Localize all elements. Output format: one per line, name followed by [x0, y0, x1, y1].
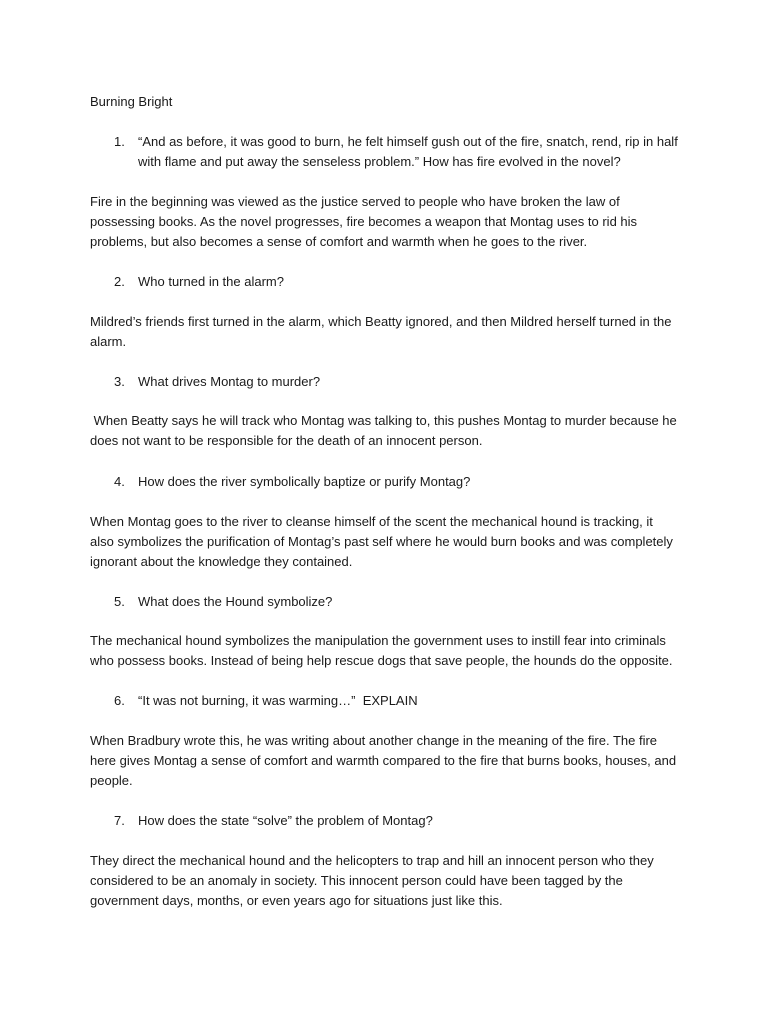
question-number: 3.	[114, 374, 125, 389]
answer-5: The mechanical hound symbolizes the manipulation the government uses to instill fear into criminals who possess books. Instead of being help rescue dogs that save people, the hounds do the opposite.	[90, 633, 673, 668]
question-number: 5.	[114, 594, 125, 609]
question-number: 2.	[114, 274, 125, 289]
question-7	[114, 811, 684, 831]
question-number: 1.	[114, 134, 125, 149]
question-number: 4.	[114, 474, 125, 489]
question-5	[114, 592, 684, 612]
question-6	[114, 691, 684, 711]
answer-2: Mildred’s friends first turned in the alarm, which Beatty ignored, and then Mildred herself turned in the alarm.	[90, 314, 672, 349]
question-text: “And as before, it was good to burn, he felt himself gush out of the fire, snatch, rend, rip in half with flame and put away the senseless problem.” How has fire evolved in the novel?	[138, 134, 678, 169]
question-text: What drives Montag to murder?	[138, 374, 321, 389]
question-text: What does the Hound symbolize?	[138, 594, 333, 609]
question-number: 6.	[114, 693, 125, 708]
document-title: Burning Bright	[90, 94, 173, 109]
answer-3: When Beatty says he will track who Montag was talking to, this pushes Montag to murder because he does not want to be responsible for the death of an innocent person.	[90, 413, 681, 448]
answer-1: Fire in the beginning was viewed as the justice served to people who have broken the law of possessing books. As the novel progresses, fire becomes a weapon that Montag uses to rid his problems, but also becomes a sense of comfort and warmth when he goes to the river.	[90, 194, 638, 249]
answer-4: When Montag goes to the river to cleanse himself of the scent the mechanical hound is tracking, it also symbolizes the purification of Montag’s past self where he would burn books and was completely ignorant about the knowledge they contained.	[90, 514, 673, 569]
answer-6: When Bradbury wrote this, he was writing about another change in the meaning of the fire. The fire here gives Montag a sense of comfort and warmth compared to the fire that burns books, houses, and people.	[90, 733, 677, 788]
question-1	[114, 132, 684, 172]
question-text: How does the state “solve” the problem of Montag?	[138, 813, 433, 828]
question-3	[114, 372, 684, 392]
question-text: How does the river symbolically baptize or purify Montag?	[138, 474, 471, 489]
question-2	[114, 272, 684, 292]
question-number: 7.	[114, 813, 125, 828]
question-4	[114, 472, 684, 492]
question-text: Who turned in the alarm?	[138, 274, 284, 289]
answer-7: They direct the mechanical hound and the helicopters to trap and hill an innocent person who they considered to be an anomaly in society. This innocent person could have been tagged by the government days, months, or even years ago for situations just like this.	[90, 853, 654, 908]
question-text: “It was not burning, it was warming…” EXPLAIN	[138, 693, 418, 708]
